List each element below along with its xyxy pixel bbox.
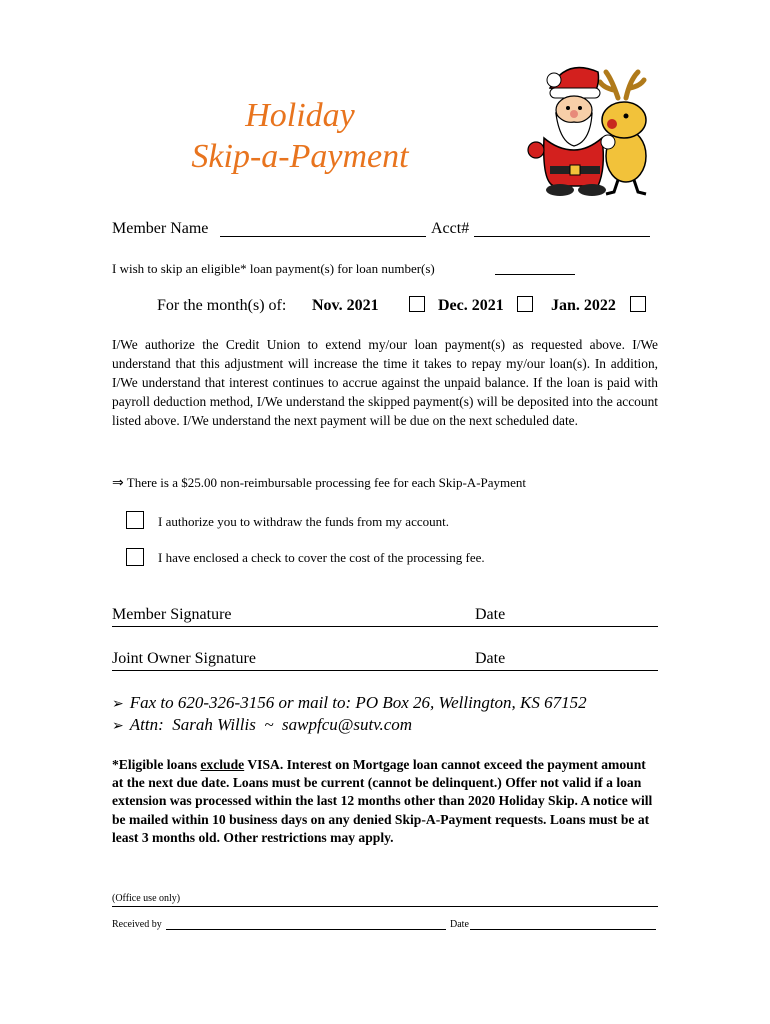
enclosed-check-label: I have enclosed a check to cover the cost of the processing fee. [158, 550, 485, 565]
eligibility-fine-print [112, 756, 658, 847]
withdraw-funds-label: I authorize you to withdraw the funds from my account. [158, 514, 449, 529]
bullet-arrow-icon: ➢ [112, 718, 124, 734]
acct-field[interactable] [474, 236, 650, 237]
enclosed-check-checkbox[interactable] [126, 548, 144, 566]
arrow-right-icon: ⇒ [112, 475, 124, 491]
joint-owner-signature-label: Joint Owner Signature [112, 650, 256, 667]
email-link[interactable]: sawpfcu@sutv.com [282, 715, 413, 734]
loan-number-label: I wish to skip an eligible* loan payment(s) for loan number(s) [112, 261, 435, 276]
fax-mail-text: Fax to 620-326-3156 or mail to: PO Box 26, Wellington, KS 67152 [129, 693, 587, 712]
title-line-1: Holiday [245, 97, 355, 134]
fax-mail-line [112, 693, 587, 713]
attn-line [112, 715, 412, 735]
month-option-jan-label: Jan. 2022 [551, 297, 616, 314]
fine-print-part1: *Eligible loans [112, 757, 201, 772]
member-signature-line[interactable] [112, 626, 658, 627]
title-line-2: Skip-a-Payment [191, 138, 409, 175]
office-use-label: (Office use only) [112, 893, 181, 904]
fee-notice [112, 475, 526, 491]
month-jan-checkbox[interactable] [630, 296, 646, 312]
months-label: For the month(s) of: [157, 297, 287, 314]
office-date-field[interactable] [470, 929, 656, 930]
bullet-arrow-icon: ➢ [112, 696, 124, 712]
member-name-field[interactable] [220, 236, 426, 237]
fee-text: There is a $25.00 non-reimbursable processing fee for each Skip-A-Payment [126, 475, 527, 490]
received-by-field[interactable] [166, 929, 446, 930]
month-option-nov-label: Nov. 2021 [312, 297, 379, 314]
loan-number-field[interactable] [495, 274, 575, 275]
santa-and-reindeer-icon [514, 58, 662, 198]
month-nov-checkbox[interactable] [409, 296, 425, 312]
fine-print-exclude: exclude [200, 757, 245, 772]
member-name-label: Member Name [112, 220, 209, 237]
withdraw-funds-checkbox[interactable] [126, 511, 144, 529]
acct-label: Acct# [431, 220, 470, 237]
month-dec-checkbox[interactable] [517, 296, 533, 312]
fine-print-part2: VISA. Interest on Mortgage loan cannot exceed the payment amount at the next due date. Loans must be current (cannot be delinquent.) Offer not valid if a loan extension was processed within the last 12 months other than 2020 Holiday Skip. A notice will be mailed within 10 business days on any denied Skip-A-Payment requests. Loans must be at least 3 months old. Other restrictions may apply. [112, 757, 653, 845]
attn-text: Attn: Sarah Willis ~ [129, 715, 283, 734]
joint-owner-signature-line[interactable] [112, 670, 658, 671]
office-date-label: Date [450, 919, 469, 930]
received-by-label: Received by [112, 919, 162, 930]
office-use-divider [112, 906, 658, 907]
member-signature-label: Member Signature [112, 606, 232, 623]
authorization-paragraph: I/We authorize the Credit Union to extend my/our loan payment(s) as requested above. I/We understand that this adjustment will increase the time it takes to repay my/our loan(s). In addition, I/We understand that interest continues to accrue against the unpaid balance. If the loan is paid with payroll deduction method, I/We understand the skipped payment(s) will be deposited into the account listed above. I/We understand the next payment will be due on the next scheduled date. [112, 337, 658, 428]
joint-owner-date-label: Date [475, 650, 506, 667]
member-signature-date-label: Date [475, 606, 506, 623]
month-option-dec-label: Dec. 2021 [438, 297, 504, 314]
